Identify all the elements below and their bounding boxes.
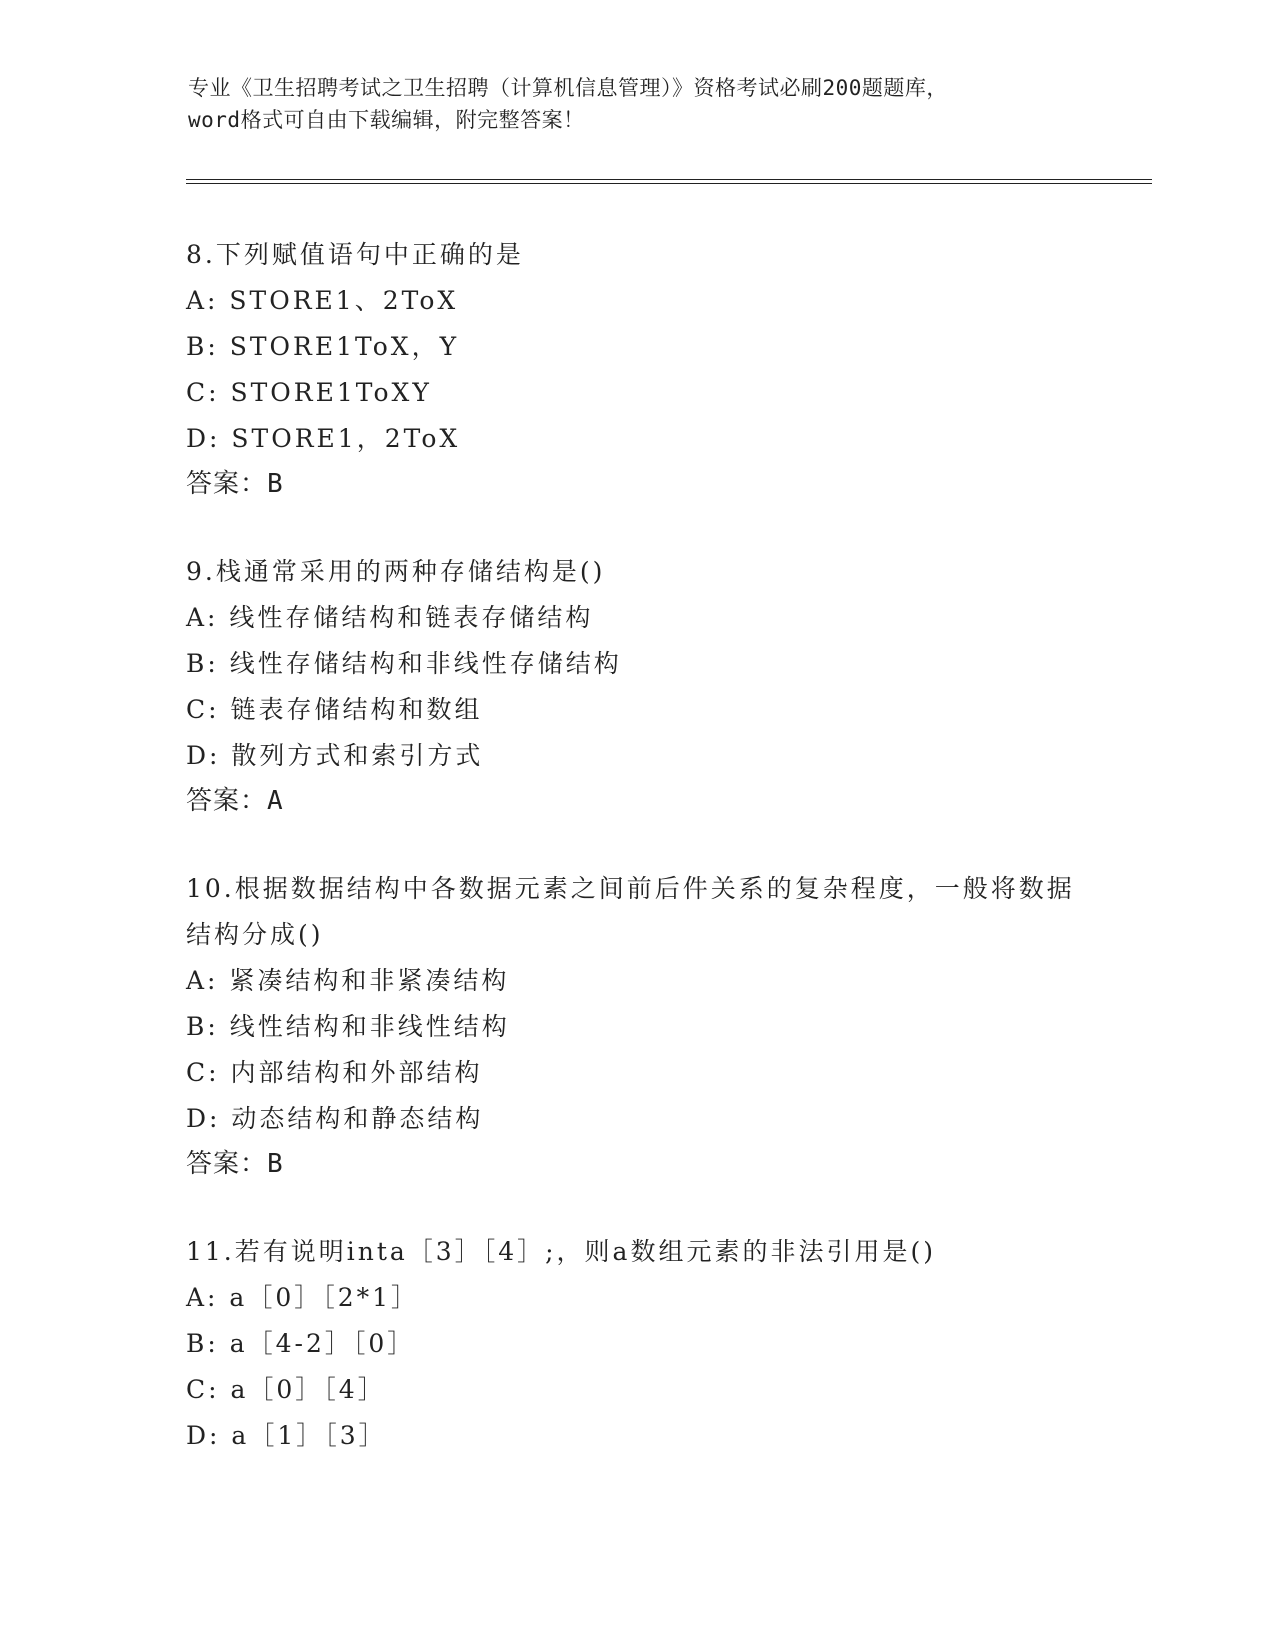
question-text: 10.根据数据结构中各数据元素之间前后件关系的复杂程度，一般将数据结构分成() [186,874,1075,949]
option-c: C: 链表存储结构和数组 [186,695,483,724]
option-a: A: STORE1、2ToX [186,286,459,315]
header-line-1: 专业《卫生招聘考试之卫生招聘（计算机信息管理）》资格考试必刷200题题库， [188,76,948,100]
question-text: 11.若有说明inta［3］［4］;，则a数组元素的非法引用是() [186,1237,936,1266]
header-divider-bottom [186,183,1152,184]
question-list [186,232,1086,1502]
answer: 答案：A [186,786,284,816]
option-d: D: STORE1，2ToX [186,424,461,453]
question-8 [186,232,1086,506]
option-c: C: a［0］［4］ [186,1375,386,1404]
answer: 答案：B [186,469,284,499]
option-d: D: a［1］［3］ [186,1421,387,1450]
option-a: A: 线性存储结构和链表存储结构 [186,603,594,632]
question-text: 8.下列赋值语句中正确的是 [186,240,524,269]
option-d: D: 动态结构和静态结构 [186,1104,484,1133]
option-d: D: 散列方式和索引方式 [186,741,484,770]
document-header [188,72,1088,136]
header-divider-top [186,179,1152,180]
option-a: A: a［0］［2*1］ [186,1283,420,1312]
option-b: B: a［4-2］［0］ [186,1329,416,1358]
option-b: B: STORE1ToX，Y [186,332,460,361]
question-text: 9.栈通常采用的两种存储结构是() [186,557,606,586]
question-11 [186,1229,1086,1459]
question-9 [186,549,1086,823]
answer: 答案：B [186,1149,284,1179]
option-a: A: 紧凑结构和非紧凑结构 [186,966,510,995]
option-b: B: 线性存储结构和非线性存储结构 [186,649,622,678]
option-c: C: 内部结构和外部结构 [186,1058,483,1087]
header-line-2: word格式可自由下载编辑，附完整答案！ [188,108,585,132]
option-c: C: STORE1ToXY [186,378,432,407]
question-10 [186,866,1086,1186]
option-b: B: 线性结构和非线性结构 [186,1012,510,1041]
